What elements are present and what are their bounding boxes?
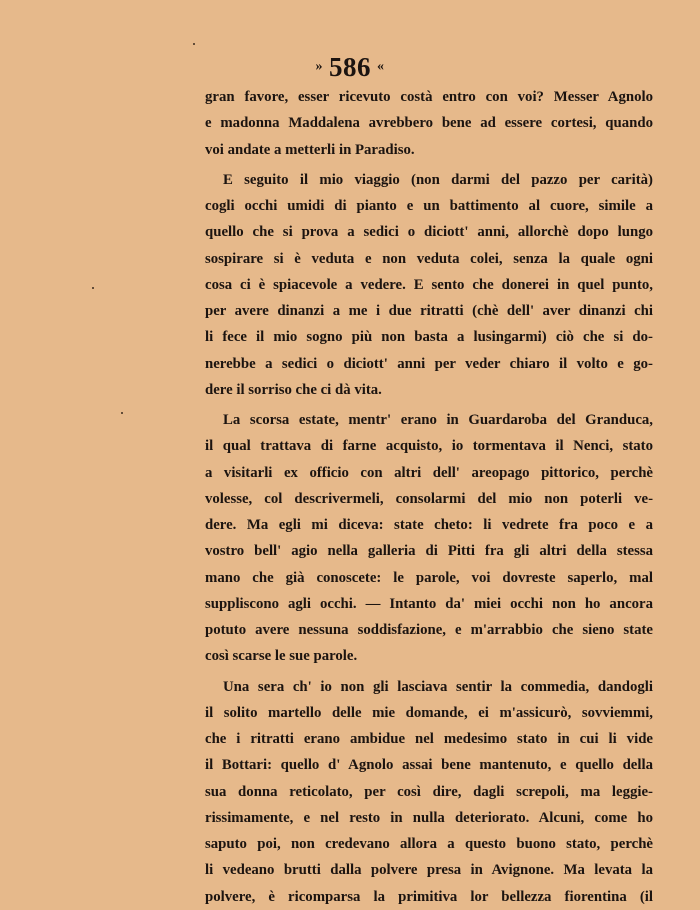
text-line: che i ritratti erano ambidue nel medesimo stato in cui li vide [205,731,653,747]
text-line: a visitarli ex officio con altri dell' areopago pittorico, perchè [205,464,653,481]
text-line: La scorsa estate, mentr' erano in Guardaroba del Granduca, [223,412,653,428]
paragraph [205,167,653,403]
text-line: suppliscono agli occhi. — Intanto da' miei occhi non ho ancora [205,595,653,612]
text-line: Una sera ch' io non gli lasciava sentir la commedia, dandogli [223,678,653,695]
text-line: sospirare si è veduta e non veduta colei, senza la quale ogni [205,250,653,267]
text-line: volesse, col descrivermeli, consolarmi del mio non poterli ve- [205,490,653,507]
text-line: sua donna reticolato, per così dire, dagli screpoli, ma leggie- [205,783,653,800]
text-line: nerebbe a sedici o diciott' anni per veder chiaro il volto e go- [205,355,653,372]
text-line: il Bottari: quello d' Agnolo assai bene mantenuto, e quello della [205,757,653,774]
text-line: li vedeano brutti dalla polvere presa in Avignone. Ma levata la [205,862,653,879]
text-line: E seguito il mio viaggio (non darmi del pazzo per carità) [223,171,653,188]
paper-speck [121,412,123,414]
text-line: il qual trattava di farne acquisto, io tormentava il Nenci, stato [205,438,653,455]
header-right-ornament: « [377,58,385,74]
text-line: saputo poi, non credevano allora a questo buono stato, perchè [205,836,653,852]
text-line: e madonna Maddalena avrebbero bene ad essere cortesi, quando [205,115,653,132]
text-line: voi andate a metterli in Paradiso. [205,141,415,158]
text-line: rissimamente, e nel resto in nulla deteriorato. Alcuni, come ho [205,809,653,826]
text-line: cogli occhi umidi di pianto e un battimento al cuore, simile a [205,198,653,214]
text-line: cosa ci è spiacevole a vedere. E sento che donerei in quel punto, [205,276,653,293]
text-line: il solito martello delle mie domande, ei m'assicurò, sovviemmi, [205,704,653,721]
text-line: quello che si prova a sedici o diciott' anni, allorchè dopo lungo [205,224,653,241]
paragraph [205,407,653,670]
paper-speck [92,287,94,289]
text-line: gran favore, esser ricevuto costà entro con voi? Messer Agnolo [205,89,653,105]
text-line: vostro bell' agio nella galleria di Pitti fra gli altri della stessa [205,543,653,560]
text-line: dere il sorriso che ci dà vita. [205,381,382,398]
text-line: li fece il mio sogno più non basta a lusingarmi) ciò che si do- [205,329,653,346]
paragraph [205,674,653,910]
paragraph [205,84,653,163]
header-left-ornament: » [315,58,323,74]
page-header [0,52,700,85]
text-line: così scarse le sue parole. [205,648,358,665]
body-text [205,84,653,910]
text-line: per avere dinanzi a me i due ritratti (chè dell' aver dinanzi chi [205,303,653,319]
page-number: 586 [329,52,371,82]
text-line: dere. Ma egli mi diceva: state cheto: li vedrete fra poco e a [205,517,653,533]
paper-speck [193,43,195,45]
text-line: polvere, è ricomparsa la primitiva lor bellezza fiorentina (il [205,888,653,905]
text-line: mano che già conoscete: le parole, voi dovreste saperlo, mal [205,569,653,586]
text-line: potuto avere nessuna soddisfazione, e m'arrabbio che sieno state [205,622,653,638]
